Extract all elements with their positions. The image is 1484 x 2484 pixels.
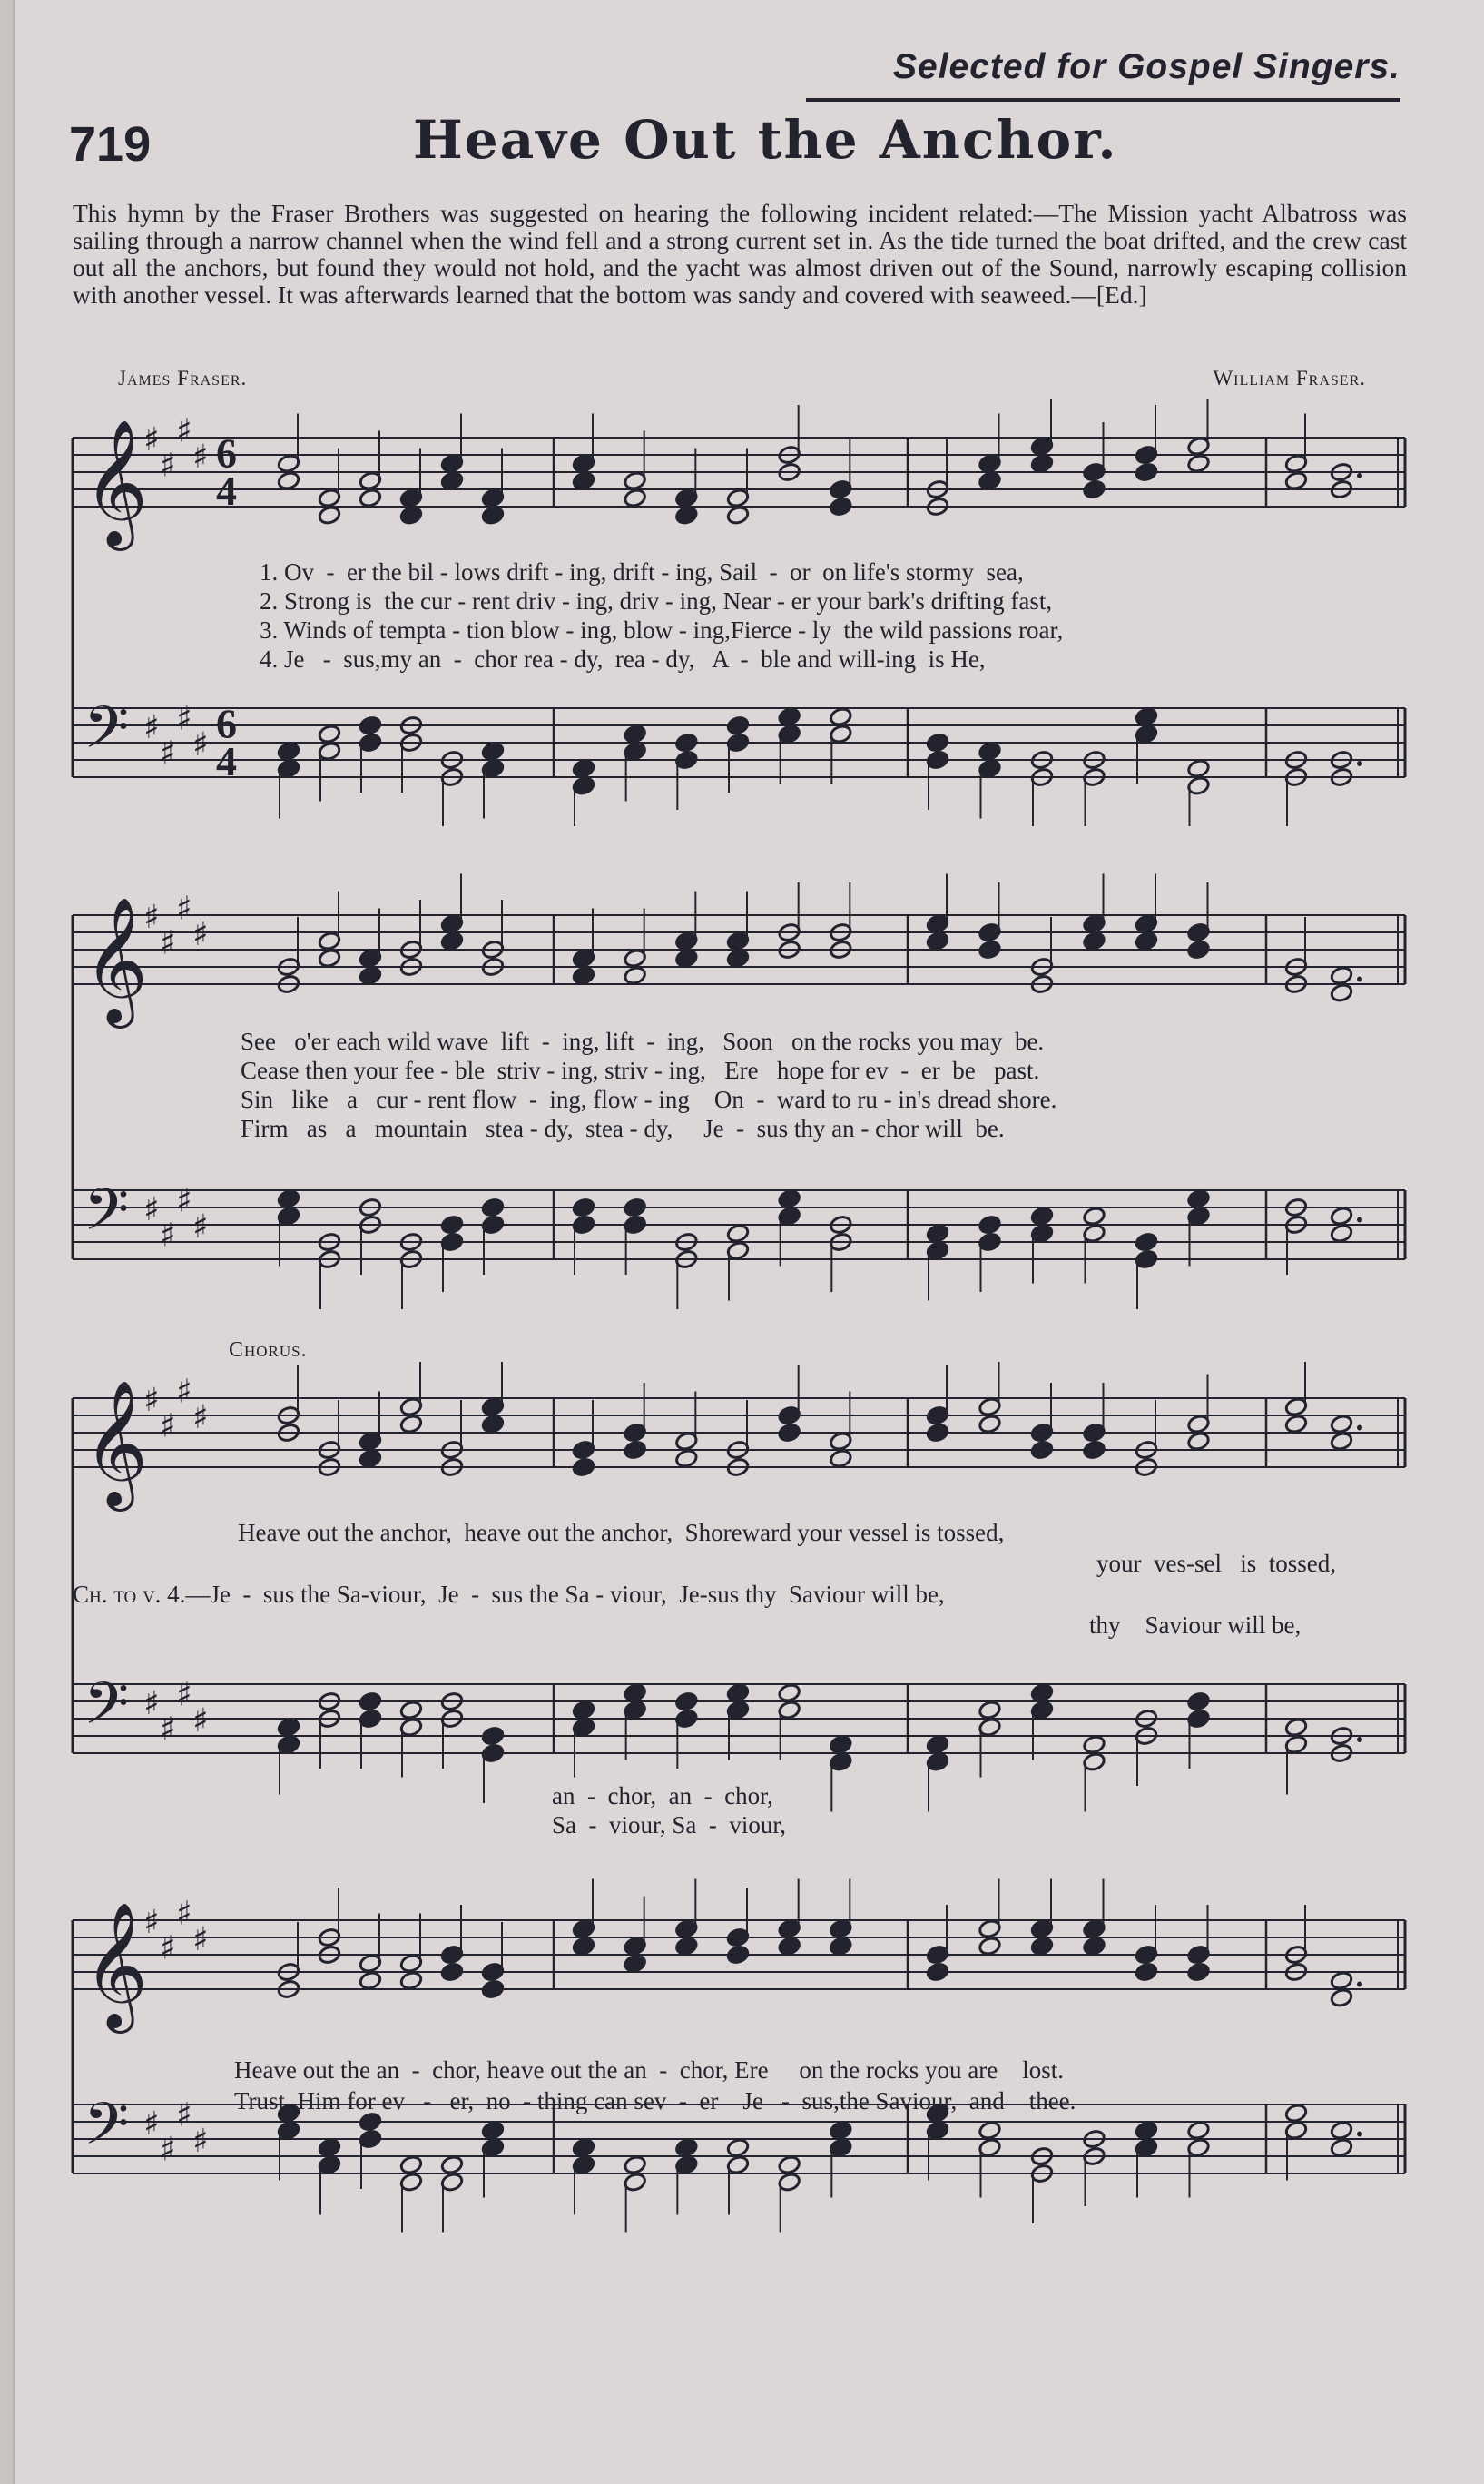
chorus-line-4: Trust Him for ev - er, no - thing can sev - er Je - sus,the Saviour, and thee. <box>234 2087 1076 2114</box>
note-head <box>1082 1734 1106 1755</box>
sharp-icon: ♯ <box>176 412 192 450</box>
chorus-line-2 <box>73 1580 945 1609</box>
note-head <box>726 2137 750 2158</box>
sharp-icon: ♯ <box>176 2096 192 2134</box>
note-head <box>978 1215 1001 1236</box>
staff-bass-1 <box>73 695 1405 826</box>
verse-4-line-1: 4. Je - sus,my an - chor rea - dy, rea - dy, A - ble and will-ing is He, <box>260 646 986 673</box>
sharp-icon: ♯ <box>176 700 192 738</box>
verse-4-line-2: Firm as a mountain stea - dy, stea - dy, Je - sus thy an - chor will be. <box>241 1115 1005 1142</box>
sharp-icon: ♯ <box>192 1208 209 1246</box>
running-head: Selected for Gospel Singers. <box>893 47 1400 86</box>
time-signature-top: 6 <box>216 429 237 477</box>
sharp-icon: ♯ <box>160 1407 176 1445</box>
verse-2-line-1: 2. Strong is the cur - rent driv - ing, driv - ing, Near - er your bark's drifting fast, <box>260 587 1053 615</box>
note-head <box>778 1682 801 1703</box>
note-head <box>359 965 382 986</box>
note-head <box>1330 1414 1353 1434</box>
note-head <box>1082 931 1106 951</box>
note-head <box>778 1936 801 1957</box>
sharp-icon: ♯ <box>192 1399 209 1436</box>
note-head <box>440 1962 464 1983</box>
note-head <box>624 2154 647 2175</box>
note-head <box>726 1223 750 1244</box>
chorus-line-2-echo: thy Saviour will be, <box>1089 1612 1302 1639</box>
note-head <box>1330 1206 1353 1227</box>
note-head <box>1330 2137 1353 2158</box>
note-head <box>674 1936 698 1957</box>
note-head <box>572 1457 595 1478</box>
sharp-icon: ♯ <box>192 1921 209 1958</box>
note-head <box>1082 1936 1106 1957</box>
dot <box>1357 473 1362 478</box>
dot <box>1357 977 1362 982</box>
note-head <box>277 741 300 762</box>
note-head <box>481 1198 505 1218</box>
note-head <box>399 2154 423 2175</box>
note-head <box>978 2120 1001 2141</box>
verse-1-line-1: 1. Ov - er the bil - lows drift - ing, drift - ing, Sail - or on life's stormy sea, <box>260 558 1024 586</box>
note-head <box>829 706 852 727</box>
note-head <box>1186 1691 1210 1712</box>
note-head <box>399 1970 423 1991</box>
note-head <box>674 1691 698 1712</box>
note-head <box>1330 982 1353 1003</box>
time-signature-top: 6 <box>216 700 237 747</box>
note-head <box>1186 453 1210 474</box>
note-head <box>1135 462 1158 483</box>
note-head <box>624 724 647 744</box>
sharp-icon: ♯ <box>176 1182 192 1220</box>
dot <box>1357 1217 1362 1223</box>
note-head <box>926 733 949 754</box>
note-head <box>674 1448 698 1469</box>
note-head <box>624 488 647 508</box>
note-head <box>624 1198 647 1218</box>
sharp-icon: ♯ <box>160 1217 176 1255</box>
note-head <box>624 965 647 986</box>
treble-clef-icon: 𝄞 <box>84 419 148 546</box>
note-head <box>624 1440 647 1461</box>
note-head <box>1082 1440 1106 1461</box>
note-head <box>399 505 423 526</box>
staff-treble-3 <box>73 1362 1405 1512</box>
note-head <box>1330 965 1353 986</box>
note-head <box>359 1691 382 1712</box>
sharp-icon: ♯ <box>143 709 160 746</box>
time-signature-bottom: 4 <box>216 738 237 785</box>
hymn-title: Heave Out the Anchor. <box>413 109 1118 171</box>
note-head <box>440 2154 464 2175</box>
chorus-line-1-echo: your ves-sel is tossed, <box>1096 1550 1336 1577</box>
note-head <box>318 505 341 526</box>
sharp-icon: ♯ <box>143 1685 160 1722</box>
note-head <box>481 505 505 526</box>
chorus-line-1: Heave out the anchor, heave out the anchor, Shoreward your vessel is tossed, <box>238 1519 1005 1546</box>
note-head <box>440 1215 464 1236</box>
note-head <box>1284 1717 1308 1738</box>
time-signature-bottom: 4 <box>216 468 237 515</box>
note-head <box>399 1700 423 1720</box>
note-head <box>1284 1414 1308 1434</box>
note-head <box>1030 1936 1054 1957</box>
note-head <box>726 505 750 526</box>
sharp-icon: ♯ <box>143 1191 160 1228</box>
treble-clef-icon: 𝄞 <box>84 1380 148 1506</box>
sharp-icon: ♯ <box>143 2105 160 2143</box>
note-head <box>572 1198 595 1218</box>
staff-bass-2 <box>73 1177 1405 1309</box>
note-head <box>978 741 1001 762</box>
note-head <box>1135 706 1158 727</box>
sharp-icon: ♯ <box>176 1676 192 1714</box>
bass-clef-icon: 𝄢 <box>84 2091 130 2173</box>
note-head <box>1330 1987 1353 2008</box>
treble-clef-icon: 𝄞 <box>84 897 148 1023</box>
dot <box>1357 761 1362 766</box>
staff-treble-2 <box>73 874 1405 1030</box>
note-head <box>726 715 750 736</box>
note-head <box>1186 2120 1210 2141</box>
note-head <box>359 1970 382 1991</box>
note-head <box>318 948 341 969</box>
sharp-icon: ♯ <box>160 924 176 962</box>
note-head <box>1186 1431 1210 1452</box>
note-head <box>829 2120 852 2141</box>
sharp-icon: ♯ <box>176 1373 192 1411</box>
note-head <box>1186 1962 1210 1983</box>
note-head <box>359 715 382 736</box>
chorus-line-2-text: —Je - sus the Sa-viour, Je - sus the Sa - viour, Je-sus thy Saviour will be, <box>185 1581 945 1608</box>
note-head <box>726 948 750 969</box>
sharp-icon: ♯ <box>176 1895 192 1933</box>
chorus-v4-prefix: Ch. to v. 4. <box>73 1581 186 1608</box>
sharp-icon: ♯ <box>143 421 160 458</box>
note-head <box>1082 1206 1106 1227</box>
note-head <box>1186 940 1210 961</box>
sharp-icon: ♯ <box>160 447 176 485</box>
note-head <box>318 724 341 744</box>
note-head <box>481 1726 505 1747</box>
sharp-icon: ♯ <box>176 890 192 928</box>
note-head <box>1030 1682 1054 1703</box>
note-head <box>440 470 464 491</box>
note-head <box>481 1979 505 2000</box>
note-head <box>1030 1206 1054 1227</box>
note-head <box>926 931 949 951</box>
note-head <box>978 1936 1001 1957</box>
sharp-icon: ♯ <box>160 1710 176 1749</box>
note-head <box>778 706 801 727</box>
note-head <box>399 1414 423 1434</box>
note-head <box>359 488 382 508</box>
note-head <box>440 931 464 951</box>
note-head <box>1186 758 1210 779</box>
note-head <box>1135 2120 1158 2141</box>
sharp-icon: ♯ <box>192 726 209 764</box>
sharp-icon: ♯ <box>192 1702 209 1740</box>
note-head <box>1330 1223 1353 1244</box>
note-head <box>978 470 1001 491</box>
note-head <box>978 940 1001 961</box>
note-head <box>1135 931 1158 951</box>
note-head <box>572 2137 595 2158</box>
note-head <box>1030 453 1054 474</box>
note-head <box>778 1423 801 1444</box>
music-credit: William Fraser. <box>1213 367 1366 389</box>
note-head <box>572 1936 595 1957</box>
note-head <box>674 733 698 754</box>
sharp-icon: ♯ <box>160 2131 176 2169</box>
note-head <box>1330 2120 1353 2141</box>
bass-words-2: Sa - viour, Sa - viour, <box>552 1811 787 1838</box>
note-head <box>624 1682 647 1703</box>
dot <box>1357 1425 1362 1431</box>
note-head <box>674 2137 698 2158</box>
treble-clef-icon: 𝄞 <box>84 1902 148 2028</box>
note-head <box>1135 1232 1158 1253</box>
staff-treble-4 <box>73 1879 1405 2035</box>
note-head <box>829 497 852 518</box>
sharp-icon: ♯ <box>192 2123 209 2160</box>
staff-treble-1 <box>73 399 1405 551</box>
note-head <box>926 1962 949 1983</box>
verse-3-line-2: Sin like a cur - rent flow - ing, flow - ing On - ward to ru - in's dread shore. <box>241 1086 1057 1113</box>
note-head <box>778 2154 801 2175</box>
sharp-icon: ♯ <box>192 439 209 476</box>
note-head <box>926 1734 949 1755</box>
chorus-label: Chorus. <box>229 1338 308 1362</box>
note-head <box>726 1945 750 1966</box>
bass-clef-icon: 𝄢 <box>84 1177 130 1258</box>
sharp-icon: ♯ <box>160 734 176 773</box>
chorus-line-3: Heave out the an - chor, heave out the an - chor, Ere on the rocks you are lost. <box>234 2056 1065 2084</box>
note-head <box>1030 1440 1054 1461</box>
note-head <box>978 1414 1001 1434</box>
note-head <box>978 1700 1001 1720</box>
note-head <box>624 1953 647 1974</box>
note-head <box>277 1188 300 1209</box>
note-head <box>572 1700 595 1720</box>
sharp-icon: ♯ <box>160 1929 176 1967</box>
words-credit: James Fraser. <box>118 367 248 389</box>
sharp-icon: ♯ <box>192 916 209 953</box>
verse-3-line-1: 3. Winds of tempta - tion blow - ing, blow - ing,Fierce - ly the wild passions roar, <box>260 616 1064 644</box>
note-head <box>926 1223 949 1244</box>
note-head <box>1284 470 1308 491</box>
note-head <box>829 1936 852 1957</box>
verse-1-line-2: See o'er each wild wave lift - ing, lift - ing, Soon on the rocks you may be. <box>241 1028 1045 1055</box>
note-head <box>277 1717 300 1738</box>
note-head <box>572 758 595 779</box>
note-head <box>1330 1431 1353 1452</box>
note-head <box>318 2137 341 2158</box>
bass-words-1: an - chor, an - chor, <box>552 1782 773 1809</box>
dot <box>1357 1737 1362 1742</box>
note-head <box>277 470 300 491</box>
note-head <box>1186 1188 1210 1209</box>
note-head <box>481 2120 505 2141</box>
note-head <box>359 1448 382 1469</box>
dot <box>1357 2132 1362 2137</box>
note-head <box>726 1682 750 1703</box>
note-head <box>926 1423 949 1444</box>
note-head <box>1284 2103 1308 2124</box>
sharp-icon: ♯ <box>143 1904 160 1941</box>
note-head <box>778 1188 801 1209</box>
sharp-icon: ♯ <box>143 899 160 936</box>
note-head <box>674 505 698 526</box>
bass-clef-icon: 𝄢 <box>84 1671 130 1752</box>
note-head <box>481 741 505 762</box>
bass-clef-icon: 𝄢 <box>84 695 130 776</box>
dot <box>1357 1982 1362 1987</box>
note-head <box>1135 1962 1158 1983</box>
note-head <box>1330 1970 1353 1991</box>
intro-paragraph: This hymn by the Fraser Brothers was suggested on hearing the following incident related:—The Mission yacht Albatross was sailing through a narrow channel when the wind fell and a strong current set in. As the tide turned the boat drifted, and the crew cast out all the anchors, but found they would not hold, and the yacht was almost driven out of the Sound, narrowly escaping collision with another vessel. It was afterwards learned that the bottom was sandy and covered with seaweed.—[Ed.] <box>73 199 1407 309</box>
note-head <box>572 965 595 986</box>
note-head <box>572 470 595 491</box>
note-head <box>829 1448 852 1469</box>
sharp-icon: ♯ <box>143 1382 160 1419</box>
verse-2-line-2: Cease then your fee - ble striv - ing, striv - ing, Ere hope for ev - er be past. <box>241 1057 1040 1084</box>
running-head-rule <box>806 98 1400 102</box>
note-head <box>481 1414 505 1434</box>
note-head <box>829 1734 852 1755</box>
note-head <box>1082 479 1106 500</box>
note-head <box>674 948 698 969</box>
hymn-number: 719 <box>69 117 152 172</box>
